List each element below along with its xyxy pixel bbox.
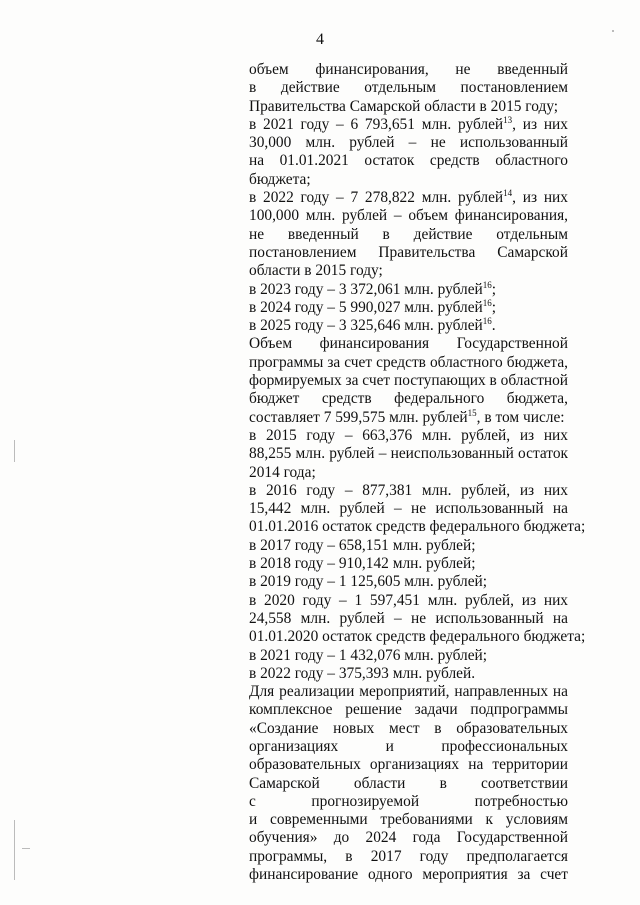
text-line <box>249 335 568 353</box>
text-line-content: в 2015 году – 663,376 млн. рублей, из них <box>249 426 568 444</box>
text-line <box>249 701 568 719</box>
text-line-content: на 01.01.2021 остаток средств областного <box>249 152 568 170</box>
text-line-content: в 2023 году – 3 372,061 млн. рублей <box>249 280 483 298</box>
text-line-content: в 2019 году – 1 125,605 млн. рублей; <box>249 573 488 591</box>
text-line <box>249 738 568 756</box>
text-line-content: Правительства Самарской области в 2015 году; <box>249 97 559 115</box>
text-line <box>249 811 568 829</box>
text-line <box>249 427 568 445</box>
text-line-content: области в 2015 году; <box>249 262 383 280</box>
text-line <box>249 61 568 79</box>
text-line-content: с прогнозируемой потребностью <box>249 792 568 810</box>
text-line-content: в 2021 году – 1 432,076 млн. рублей; <box>249 646 488 664</box>
footnote-reference: 13 <box>503 114 513 125</box>
text-line <box>249 152 568 170</box>
text-line <box>249 262 568 280</box>
text-line-content: программы за счет средств областного бюджета, <box>249 353 568 371</box>
text-line-content: 15,442 млн. рублей – не использованный на <box>249 500 568 518</box>
text-line <box>249 848 568 866</box>
text-line-continuation: , в том числе: <box>476 408 565 426</box>
text-line-content: бюджета; <box>249 170 311 188</box>
text-line <box>249 226 568 244</box>
scan-margin-mark <box>14 440 15 462</box>
text-line-content: постановлением Правительства Самарской <box>249 243 568 261</box>
text-line-content: обучения» до 2024 года Государственной <box>249 829 568 847</box>
text-line <box>249 518 586 536</box>
text-line-continuation: . <box>491 317 496 335</box>
text-line-content: 30,000 млн. рублей – не использованный <box>249 134 568 152</box>
text-line-content: формируемых за счет поступающих в областной <box>249 372 569 390</box>
scan-margin-mark <box>612 30 614 32</box>
text-line <box>249 793 568 811</box>
text-line <box>249 372 568 390</box>
text-line <box>249 390 568 408</box>
text-line-content: «Создание новых мест в образовательных <box>249 719 568 737</box>
footnote-reference: 16 <box>482 279 492 290</box>
text-line-continuation: , из них <box>512 189 568 207</box>
text-line-content: в 2017 году – 658,151 млн. рублей; <box>249 536 476 554</box>
text-line <box>249 98 568 116</box>
footnote-reference: 15 <box>467 407 477 418</box>
text-line <box>249 665 568 683</box>
text-line-continuation: , из них <box>512 115 568 133</box>
text-line-content: 01.01.2020 остаток средств федерального бюджета; <box>249 628 586 646</box>
page-number: 4 <box>316 31 324 48</box>
text-line-content: в 2016 году – 877,381 млн. рублей, из них <box>249 481 568 499</box>
text-line <box>249 720 568 738</box>
text-line-content: бюджет средств федерального бюджета, <box>249 390 568 408</box>
text-line <box>249 555 568 573</box>
text-line-content: в 2018 году – 910,142 млн. рублей; <box>249 555 476 573</box>
text-line <box>249 610 568 628</box>
text-line-content: программы, в 2017 году предполагается <box>249 847 568 865</box>
text-line <box>249 500 568 518</box>
text-line-content: Объем финансирования Государственной <box>249 335 568 353</box>
text-line-content: не введенный в действие отдельным <box>249 225 568 243</box>
text-line <box>249 189 568 207</box>
text-line <box>249 537 568 555</box>
text-line <box>249 756 568 774</box>
text-line-content: в действие отдельным постановлением <box>249 79 568 97</box>
text-line <box>249 628 586 646</box>
text-line-content: Самарской области в соответствии <box>249 774 568 792</box>
text-line <box>249 445 568 463</box>
text-line-content: 88,255 млн. рублей – неиспользованный остаток <box>249 445 568 463</box>
text-line <box>249 592 568 610</box>
text-line-content: в 2021 году – 6 793,651 млн. рублей <box>249 115 504 133</box>
text-line <box>249 775 568 793</box>
text-line <box>249 464 568 482</box>
text-line-content: в 2022 году – 7 278,822 млн. рублей <box>249 189 504 207</box>
text-line <box>249 244 568 262</box>
footnote-reference: 16 <box>482 297 492 308</box>
text-line-content: и современными требованиями к условиям <box>249 811 568 829</box>
text-line <box>249 829 568 847</box>
text-line-content: составляет 7 599,575 млн. рублей <box>249 408 468 426</box>
text-line-content: Для реализации мероприятий, направленных на <box>249 683 568 701</box>
scan-margin-mark <box>22 848 30 849</box>
document-body <box>249 61 586 884</box>
text-line <box>249 134 568 152</box>
text-line <box>249 116 568 134</box>
text-line-content: в 2022 году – 375,393 млн. рублей. <box>249 664 476 682</box>
text-line <box>249 79 568 97</box>
text-line-content: 24,558 млн. рублей – не использованный на <box>249 609 568 627</box>
text-line-content: 100,000 млн. рублей – объем финансирования, <box>249 207 568 225</box>
footnote-reference: 16 <box>482 316 492 327</box>
text-line-content: в 2025 году – 3 325,646 млн. рублей <box>249 317 483 335</box>
text-line <box>249 317 568 335</box>
text-line-content: в 2024 году – 5 990,027 млн. рублей <box>249 298 483 316</box>
text-line-continuation: ; <box>491 298 497 316</box>
text-line-continuation: ; <box>491 280 497 298</box>
text-line <box>249 647 568 665</box>
text-line <box>249 171 568 189</box>
text-line-content: финансирование одного мероприятия за счет <box>249 866 568 884</box>
text-line <box>249 866 568 884</box>
text-line <box>249 573 568 591</box>
text-line <box>249 207 568 225</box>
text-line <box>249 299 568 317</box>
text-line-content: в 2020 году – 1 597,451 млн. рублей, из них <box>249 591 568 609</box>
text-line <box>249 354 568 372</box>
text-line-content: образовательных организациях на территории <box>249 756 568 774</box>
scan-margin-mark <box>14 820 15 880</box>
footnote-reference: 14 <box>503 188 513 199</box>
text-line <box>249 281 568 299</box>
text-line <box>249 683 568 701</box>
text-line-content: комплексное решение задачи подпрограммы <box>249 701 568 719</box>
text-line-content: 2014 года; <box>249 463 316 481</box>
text-line-content: 01.01.2016 остаток средств федерального бюджета; <box>249 518 586 536</box>
text-line <box>249 482 568 500</box>
text-line-content: организациях и профессиональных <box>249 737 568 755</box>
text-line <box>249 409 568 427</box>
text-line-content: объем финансирования, не введенный <box>249 61 568 78</box>
